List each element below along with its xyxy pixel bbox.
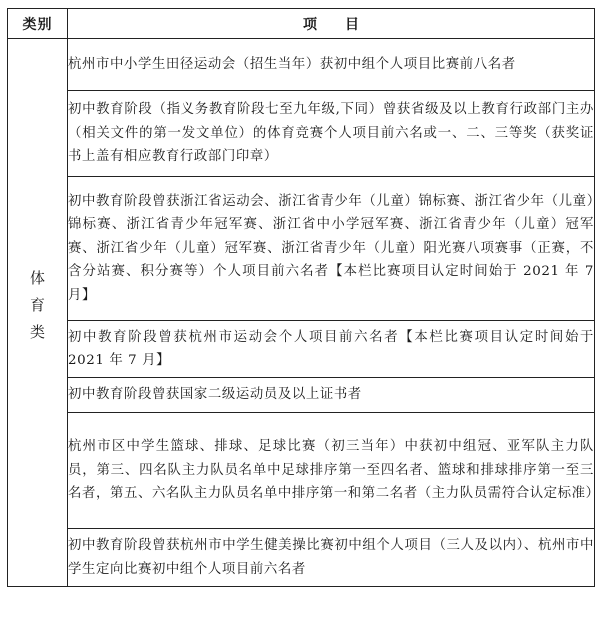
table-row (8, 321, 595, 378)
requirements-table (7, 8, 600, 587)
header-item-label: 项目 (303, 16, 387, 33)
item-cell: 初中教育阶段曾获浙江省运动会、浙江省青少年（儿童）锦标赛、浙江省少年（儿童）锦标赛、浙江省青少年冠军赛、浙江省中小学冠军赛、浙江省青少年（儿童）冠军赛、浙江省少年（儿童）冠军赛、浙江省青少年（儿童）阳光赛八项赛事（正赛，不含分站赛、积分赛等）个人项目前六名者【本栏比赛项目认定时间始于 2021 年 7 月】 (68, 177, 595, 321)
category-cell (8, 39, 68, 587)
header-category (8, 9, 68, 39)
item-cell: 初中教育阶段曾获杭州市运动会个人项目前六名者【本栏比赛项目认定时间始于 2021 年 7 月】 (68, 321, 595, 378)
item-cell: 初中教育阶段曾获国家二级运动员及以上证书者 (68, 378, 595, 413)
category-label: 体育类 (28, 270, 46, 351)
item-cell: 杭州市中小学生田径运动会（招生当年）获初中组个人项目比赛前八名者 (68, 39, 595, 91)
table-row (8, 378, 595, 413)
header-item (68, 9, 595, 39)
table-row (8, 529, 595, 587)
table-row (8, 39, 595, 91)
table-row (8, 91, 595, 177)
header-row (8, 9, 595, 39)
item-cell: 初中教育阶段（指义务教育阶段七至九年级,下同）曾获省级及以上教育行政部门主办（相关文件的第一发文单位）的体育竞赛个人项目前六名或一、二、三等奖（获奖证书上盖有相应教育行政部门印章） (68, 91, 595, 177)
item-cell: 杭州市区中学生篮球、排球、足球比赛（初三当年）中获初中组冠、亚军队主力队员，第三、四名队主力队员名单中足球排序第一至四名者、篮球和排球排序第一至三名者，第五、六名队主力队员名单中排序第一和第二名者（主力队员需符合认定标准） (68, 413, 595, 529)
header-category-label: 类别 (22, 16, 53, 33)
requirements-sheet (7, 8, 600, 620)
table-row (8, 413, 595, 529)
table-row (8, 177, 595, 321)
item-cell: 初中教育阶段曾获杭州市中学生健美操比赛初中组个人项目（三人及以内）、杭州市中学生定向比赛初中组个人项目前六名者 (68, 529, 595, 587)
